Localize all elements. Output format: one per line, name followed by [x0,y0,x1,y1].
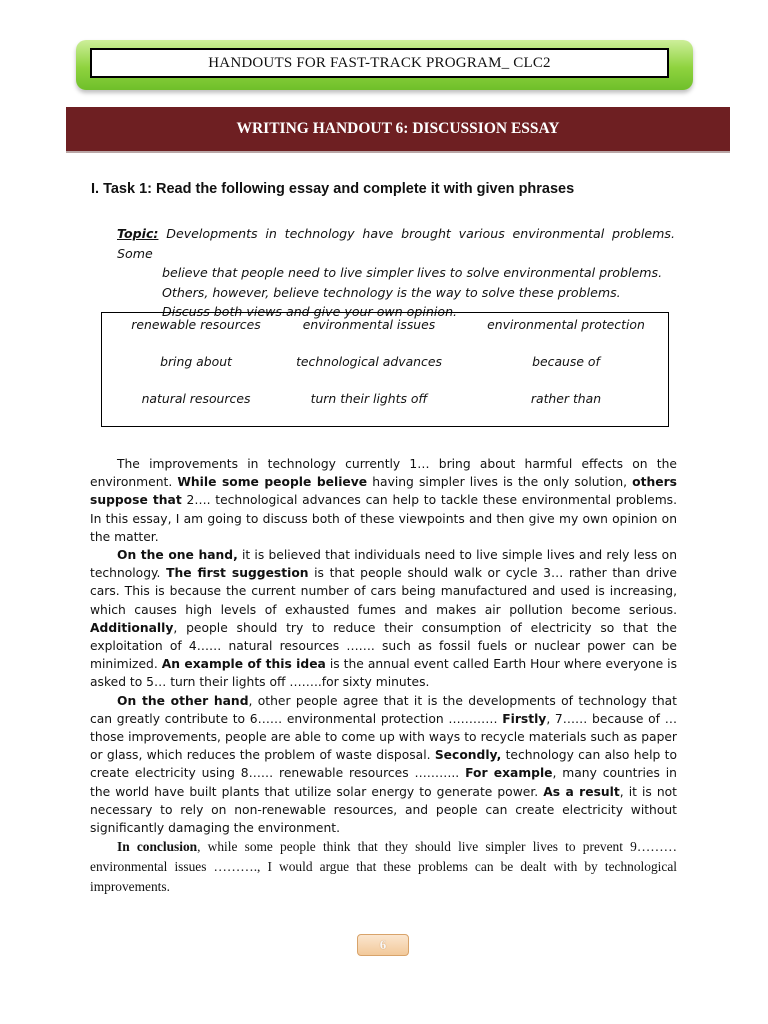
phrase-item: natural resources [141,391,251,406]
phrase-item: turn their lights off [310,391,428,406]
essay-signpost: On the one hand, [117,548,238,563]
essay-text: , people should try to reduce their consumption of electricity so that the exploitation of 4…… natural resources ……. such as fossil fuels or nuclear power can be minimized. [90,620,677,672]
topic-label: Topic: [117,226,159,241]
essay-text: , other people agree that it is the developments of technology that can greatly contribute to 6…… environmental protection ………… [90,693,677,726]
essay-text: , while some people think that they should live simpler lives to prevent 9……… environmental issues ………., I would argue that these problems can be dealt with by technological improvements. [90,839,677,895]
essay-signpost: For example [465,766,553,781]
essay-paragraph-4 [90,837,677,897]
phrase-item: environmental protection [487,317,645,332]
essay-text: having simpler lives is the only solution, [367,475,633,490]
essay-text: 2…. technological advances can help to tackle these environmental problems. In this essay, I am going to discuss both of these viewpoints and then give my own opinion on the matter. [90,493,677,544]
page-number-badge [357,934,409,956]
essay-signpost: Firstly [502,711,547,726]
essay-signpost: An example of this idea [161,657,326,672]
phrase-item: renewable resources [131,317,261,332]
essay-signpost: others suppose that [90,475,677,508]
essay-text: is the annual event called Earth Hour where everyone is asked to 5… turn their lights off ……..for sixty minutes. [90,657,677,690]
topic-line-2: believe that people need to live simpler lives to solve environmental problems. [162,265,663,280]
essay-signpost: On the other hand [117,693,249,708]
topic-line-4: Discuss both views and give your own opinion. [162,304,458,319]
essay-text: , 7…… because of … those improvements, people are able to come up with ways to recycle materials such as paper or glass, which reduces the problem of waste disposal. [90,711,677,763]
handout-title: WRITING HANDOUT 6: DISCUSSION ESSAY [66,107,730,153]
essay-paragraph-3 [90,692,677,838]
page-number: 6 [379,937,387,952]
phrase-item: technological advances [296,354,442,369]
essay-text: is that people should walk or cycle 3… rather than drive cars. This is because the current number of cars being manufactured and used is increasing, which causes high levels of exhausted fumes and makes air pollution become serious. [90,566,677,617]
program-title: HANDOUTS FOR FAST-TRACK PROGRAM_ CLC2 [90,48,669,78]
phrase-item: rather than [530,391,602,406]
phrase-item: because of [532,354,600,369]
essay-signpost: While some people believe [177,475,368,490]
essay-text: The improvements in technology currently 1… bring about harmful effects on the environment. [90,457,677,490]
essay-text: , it is not necessary to rely on non-renewable resources, and people can create electricity without significantly damaging the environment. [90,784,677,836]
phrase-box [101,312,669,427]
essay-text: it is believed that individuals need to live simple lives and rely less on technology. [90,548,677,581]
essay-signpost: Additionally [90,620,174,635]
essay-paragraph-1 [90,455,677,546]
essay-signpost: Secondly, [434,748,502,763]
essay-paragraph-2 [90,546,677,692]
phrase-item: bring about [160,354,232,369]
topic-line-3: Others, however, believe technology is the way to solve these problems. [162,284,621,300]
topic-line-1: Developments in technology have brought various environmental problems. Some [117,226,675,261]
essay-signpost: In conclusion [117,839,198,855]
essay-signpost: The first suggestion [166,566,309,581]
task-heading: I. Task 1: Read the following essay and complete it with given phrases [91,181,575,197]
essay-signpost: As a result [543,784,620,799]
phrase-item: environmental issues [302,317,436,332]
essay-text: , many countries in the world have built plants that utilize solar energy to generate power. [90,766,677,799]
essay-body [90,455,677,897]
essay-text: technology can also help to create electricity using 8…… renewable resources ……….. [90,748,677,781]
topic-block [117,224,675,322]
program-header-band [76,40,693,90]
